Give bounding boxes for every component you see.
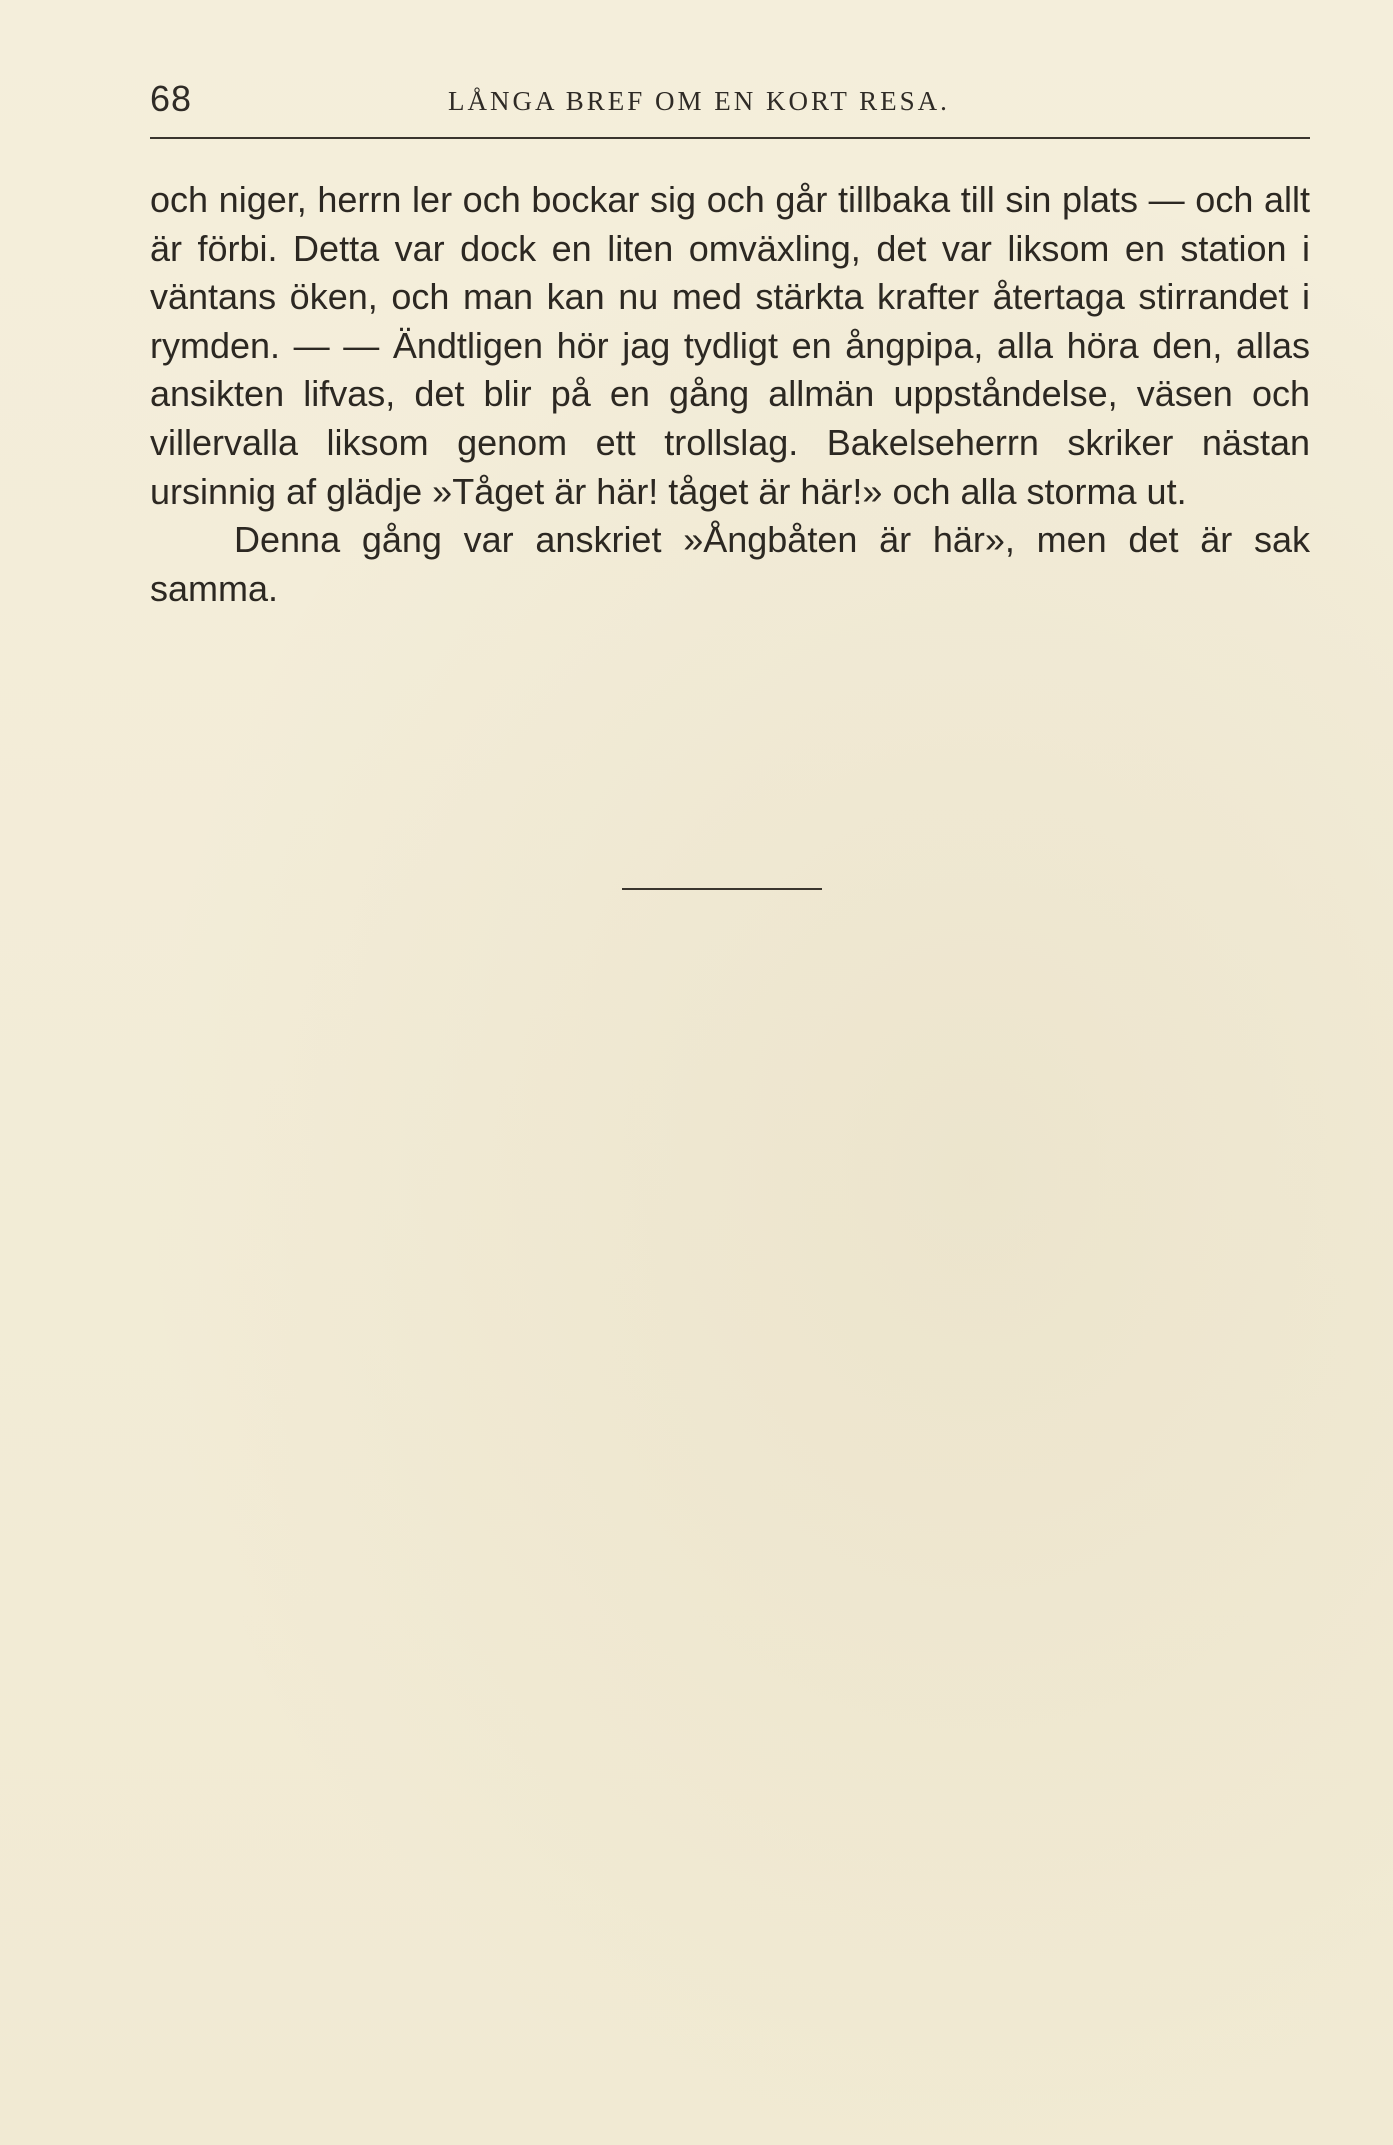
end-rule [622,888,822,890]
running-head [150,70,1310,130]
paragraph: och niger, herrn ler och bockar sig och går tillbaka till sin plats — och allt är förbi. Detta var dock en liten omväxling, det var liksom en station i väntans öken, och man kan nu med stärkta krafter återtaga stirrandet i rymden. — — Ändtligen hör jag tydligt en ångpipa, alla höra den, allas ansikten lifvas, det blir på en gång allmän uppståndelse, väsen och villervalla liksom genom ett trollslag. Bakelseherrn skriker nästan ursinnig af glädje »Tåget är här! tåget är här!» och alla storma ut. [150,179,1310,512]
page-number: 68 [150,78,193,119]
paragraph: Denna gång var anskriet »Ångbåten är här», men det är sak samma. [150,519,1310,609]
header-rule [150,137,1310,139]
body-text [150,176,1310,613]
running-title: LÅNGA BREF OM EN KORT RESA. [448,86,950,116]
